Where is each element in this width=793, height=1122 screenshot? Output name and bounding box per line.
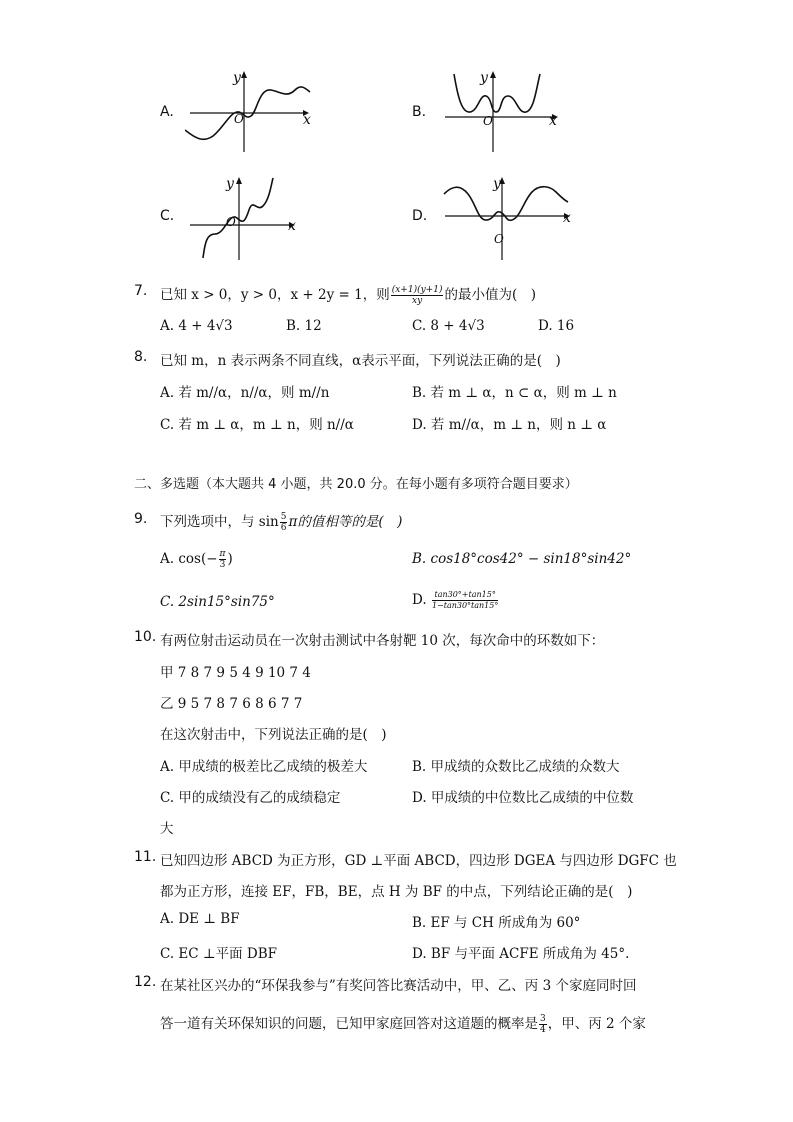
- q9-d-frac-den: 1−tan30°tan15°: [431, 601, 499, 610]
- q10-option-d-cont: 大: [160, 821, 174, 837]
- q11-number: 11.: [134, 849, 157, 865]
- q9-option-c[interactable]: C. 2sin15°sin75°: [160, 594, 275, 610]
- q6-a-axis-x: x: [303, 112, 311, 128]
- q7-fraction: [391, 285, 444, 306]
- q8-number: 8.: [134, 349, 148, 365]
- q10-ask: 在这次射击中，下列说法正确的是( ): [160, 727, 387, 743]
- q6-c-origin: O: [226, 215, 236, 229]
- q6-option-a-label: A.: [160, 104, 174, 120]
- q6-d-origin: O: [494, 232, 504, 246]
- q8-option-d[interactable]: D. 若 m//α，m ⊥ n，则 n ⊥ α: [412, 417, 607, 433]
- q6-option-d-label: D.: [412, 208, 428, 224]
- q9-d-frac-num: tan30°+tan15°: [432, 590, 498, 601]
- q12-number: 12.: [134, 974, 157, 990]
- q6-d-axis-y: y: [493, 176, 501, 192]
- q6-c-axis-y: y: [226, 176, 234, 192]
- q9-a-pre: A. cos(−: [160, 551, 218, 567]
- q6-c-axis-x: x: [288, 218, 296, 234]
- q6-graph-d: [440, 172, 575, 262]
- q7-option-a[interactable]: A. 4 + 4√3: [160, 318, 233, 334]
- q7-option-b[interactable]: B. 12: [286, 318, 322, 334]
- q9-frac-num: 5: [280, 512, 287, 522]
- q12-stem2-pre: 答一道有关环保知识的问题，已知甲家庭回答对这道题的概率是: [160, 1016, 538, 1032]
- q11-option-d[interactable]: D. BF 与平面 ACFE 所成角为 45°.: [412, 946, 630, 962]
- q6-b-origin: O: [483, 114, 493, 128]
- q12-stem-line1: 在某社区兴办的“环保我参与”有奖问答比赛活动中，甲、乙、丙 3 个家庭同时回: [160, 978, 637, 994]
- q8-option-c[interactable]: C. 若 m ⊥ α，m ⊥ n，则 n//α: [160, 417, 354, 433]
- q6-graph-a: [185, 68, 315, 154]
- q7-stem-pre: 已知 x > 0，y > 0，x + 2y = 1，则: [160, 287, 390, 303]
- q6-b-axis-y: y: [480, 70, 488, 86]
- q10-yi-scores: 乙 9 5 7 8 7 6 8 6 7 7: [160, 696, 303, 712]
- q6-a-origin: O: [234, 112, 244, 126]
- q11-option-c[interactable]: C. EC ⊥平面 DBF: [160, 946, 278, 962]
- q8-option-b[interactable]: B. 若 m ⊥ α，n ⊂ α，则 m ⊥ n: [412, 385, 617, 401]
- q7-number: 7.: [134, 283, 148, 299]
- q9-option-a[interactable]: [160, 549, 233, 570]
- q9-number: 9.: [134, 511, 148, 527]
- q7-frac-den: xy: [412, 296, 423, 306]
- q6-graph-b: [440, 68, 565, 154]
- q12-stem2-post: ，甲、丙 2 个家: [547, 1016, 646, 1032]
- q11-stem-line1: 已知四边形 ABCD 为正方形，GD ⊥平面 ABCD，四边形 DGEA 与四边形 DGFC 也: [160, 853, 677, 869]
- q10-option-b[interactable]: B. 甲成绩的众数比乙成绩的众数大: [412, 759, 620, 775]
- q10-stem: 有两位射击运动员在一次射击测试中各射靶 10 次，每次命中的环数如下：: [160, 633, 605, 649]
- q6-d-axis-x: x: [563, 210, 571, 226]
- q6-a-axis-y: y: [233, 70, 241, 86]
- q7-stem: [160, 283, 536, 306]
- q12-frac-den: 4: [540, 1025, 546, 1035]
- q7-stem-post: 的最小值为( ): [444, 287, 537, 303]
- q6-graph-c: [185, 172, 305, 262]
- q7-option-c[interactable]: C. 8 + 4√3: [412, 318, 485, 334]
- q7-option-d[interactable]: D. 16: [538, 318, 575, 334]
- q9-option-d[interactable]: [412, 590, 499, 611]
- q10-option-d[interactable]: D. 甲成绩的中位数比乙成绩的中位数: [412, 790, 634, 806]
- q6-option-c-label: C.: [160, 208, 175, 224]
- q9-stem-pre: 下列选项中，与 sin: [160, 514, 279, 530]
- q9-frac-den: 6: [280, 523, 287, 533]
- section-2-heading: 二、多选题（本大题共 4 小题，共 20.0 分。在每小题有多项符合题目要求）: [134, 477, 578, 492]
- q12-frac-num: 3: [540, 1014, 546, 1024]
- q6-b-axis-x: x: [549, 113, 557, 129]
- q9-stem-post: π的值相等的是( ): [288, 514, 403, 530]
- q10-option-a[interactable]: A. 甲成绩的极差比乙成绩的极差大: [160, 759, 368, 775]
- q9-d-fraction: [432, 590, 498, 611]
- q10-option-c[interactable]: C. 甲的成绩没有乙的成绩稳定: [160, 790, 341, 806]
- q6-option-b-label: B.: [412, 104, 427, 120]
- q12-fraction: [539, 1014, 547, 1035]
- q9-a-frac-num: π: [219, 549, 226, 559]
- q7-frac-num: (x+1)(y+1): [391, 285, 443, 295]
- q9-a-fraction: [219, 549, 227, 570]
- q8-option-a[interactable]: A. 若 m//α，n//α，则 m//n: [160, 385, 330, 401]
- q9-option-b[interactable]: B. cos18°cos42° − sin18°sin42°: [412, 551, 632, 567]
- q8-stem: 已知 m，n 表示两条不同直线，α表示平面，下列说法正确的是( ): [160, 353, 561, 369]
- q11-option-a[interactable]: A. DE ⊥ BF: [160, 911, 240, 927]
- q11-stem-line2: 都为正方形，连接 EF，FB，BE，点 H 为 BF 的中点，下列结论正确的是( ): [160, 884, 633, 900]
- q9-d-pre: D.: [412, 592, 427, 608]
- q9-a-frac-den: 3: [219, 560, 226, 570]
- q10-number: 10.: [134, 629, 157, 645]
- q12-stem-line2: [160, 1012, 646, 1035]
- q10-jia-scores: 甲 7 8 7 9 5 4 9 10 7 4: [160, 665, 311, 681]
- q9-a-post: ): [227, 551, 233, 567]
- q9-fraction: [280, 512, 288, 533]
- q9-stem: [160, 510, 402, 533]
- q11-option-b[interactable]: B. EF 与 CH 所成角为 60°: [412, 915, 581, 931]
